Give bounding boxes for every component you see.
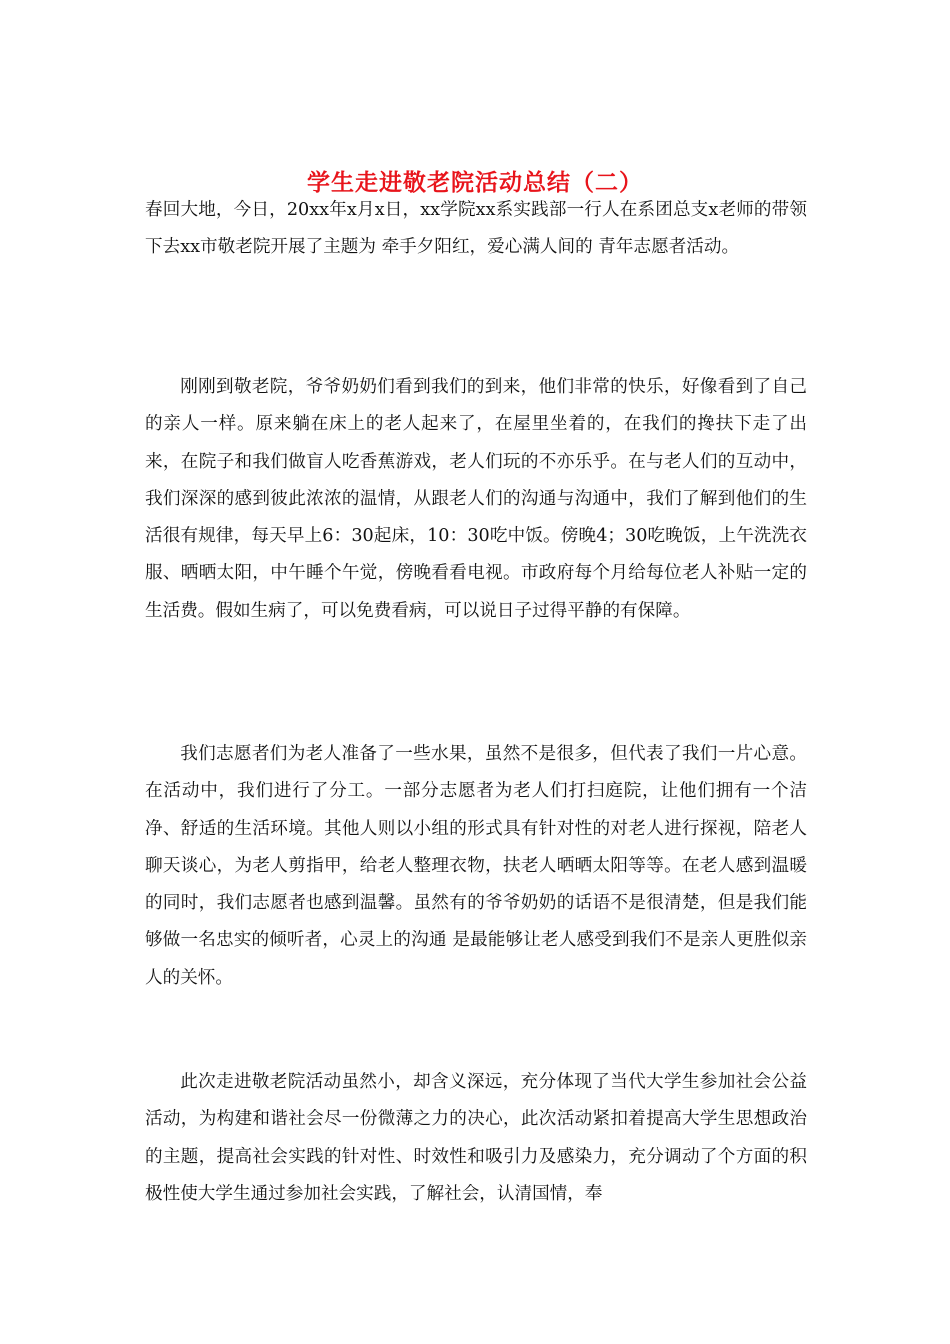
paragraph-volunteer-work: 我们志愿者们为老人准备了一些水果，虽然不是很多，但代表了我们一片心意。在活动中，我们进行了分工。一部分志愿者为老人们打扫庭院，让他们拥有一个洁净、舒适的生活环境。其他人则以小组的形式具有针对性的对老人进行探视，陪老人聊天谈心，为老人剪指甲，给老人整理衣物，扶老人晒晒太阳等等。在老人感到温暖的同时，我们志愿者也感到温馨。虽然有的爷爷奶奶的话语不是很清楚，但是我们能够做一名忠实的倾听者，心灵上的沟通 是最能够让老人感受到我们不是亲人更胜似亲人的关怀。 — [145, 744, 807, 988]
paragraph-arrival: 刚刚到敬老院，爷爷奶奶们看到我们的到来，他们非常的快乐，好像看到了自己的亲人一样。原来躺在床上的老人起来了，在屋里坐着的，在我们的搀扶下走了出来，在院子和我们做盲人吃香蕉游戏，老人们玩的不亦乐乎。在与老人们的互动中，我们深深的感到彼此浓浓的温情，从跟老人们的沟通与沟通中，我们了解到他们的生活很有规律，每天早上6：30起床，10：30吃中饭。傍晚4；30吃晚饭，上午洗洗衣服、晒晒太阳，中午睡个午觉，傍晚看看电视。市政府每个月给每位老人补贴一定的生活费。假如生病了，可以免费看病，可以说日子过得平静的有保障。 — [145, 377, 807, 621]
document-title: 学生走进敬老院活动总结（二） — [307, 169, 643, 197]
paragraph-intro: 春回大地，今日，20xx年x月x日，xx学院xx系实践部一行人在系团总支x老师的带领下去xx市敬老院开展了主题为 牵手夕阳红，爱心满人间的 青年志愿者活动。 — [145, 200, 807, 258]
paragraph-significance: 此次走进敬老院活动虽然小，却含义深远，充分体现了当代大学生参加社会公益活动，为构建和谐社会尽一份微薄之力的决心，此次活动紧扣着提高大学生思想政治的主题，提高社会实践的针对性、时效性和吸引力及感染力，充分调动了个方面的积极性使大学生通过参加社会实践，了解社会，认清国情，奉 — [145, 1072, 807, 1204]
